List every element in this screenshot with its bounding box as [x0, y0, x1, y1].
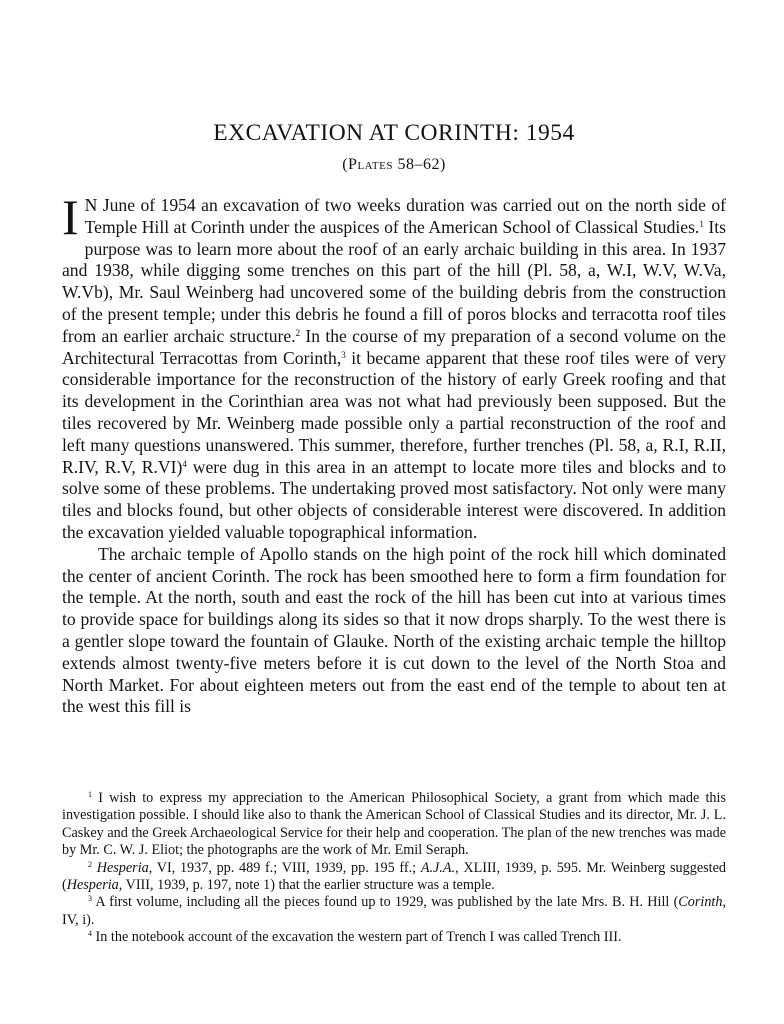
p1-text-3: In the course of my preparation of a second volume on the Architectural Terracottas from Corinth,: [62, 325, 726, 368]
drop-cap: I: [62, 189, 79, 245]
footnote-3-text-a: A first volume, including all the pieces found up to 1929, was published by the late Mrs. B. H. Hill (: [92, 894, 679, 911]
subtitle-range: 58–62): [392, 156, 446, 173]
footnote-4-num: 4: [88, 929, 92, 939]
footnote-3-corinth: Corinth: [678, 894, 723, 911]
article-title: EXCAVATION AT CORINTH: 1954: [213, 120, 575, 146]
footnote-2-num: 2: [88, 859, 92, 869]
footnote-ref-3: 3: [341, 349, 346, 360]
subtitle-open: (: [342, 156, 349, 173]
subtitle-word: Plates: [348, 156, 393, 173]
p1-text-4: it became apparent that these roof tiles were of very considerable importance for the reconstruction of the history of early Greek roofing and that its development in the Corinthian area was not what had previously been supposed. But the tiles recovered by Mr. Weinberg made possible only a partial reconstruction of the roof and left many questions unanswered. This summer, therefore, further trenches (Pl. 58, a, R.I, R.II, R.IV, R.V, R.VI): [62, 347, 727, 477]
footnotes: [62, 790, 726, 947]
p1-text-5: were dug in this area in an attempt to locate more tiles and blocks and to solve some of these problems. The undertaking proved most satisfactory. Not only were many tiles and blocks found, but other objects of considerable interest were discovered. In addition the excavation yielded valuable topographical information.: [62, 456, 726, 542]
footnote-1-text: I wish to express my appreciation to the American Philosophical Society, a grant from which made this investigation possible. I should like also to thank the American School of Classical Studies and its director, Mr. J. L. Caskey and the Greek Archaeological Service for their help and cooperation. The plan of the new trenches was made by Mr. C. W. J. Eliot; the photographs are the work of Mr. Emil Seraph.: [62, 790, 726, 859]
footnote-3-num: 3: [88, 894, 92, 904]
footnote-ref-1: 1: [699, 218, 704, 229]
footnote-2-text-b: , VI, 1937, pp. 489 f.; VIII, 1939, pp. 195 ff.;: [148, 859, 421, 876]
footnote-2: [62, 860, 726, 895]
footnote-3-text-c: , IV, i).: [62, 894, 726, 928]
p1-text-2: Its purpose was to learn more about the roof of an early archaic building in this area. In 1937 and 1938, while digging some trenches on this part of the hill (Pl. 58, a, W.I, W.V, W.Va, W.Vb), Mr. Saul Weinberg had uncovered some of the building debris from the construction of the present temple; under this debris he found a fill of poros blocks and terracotta roof tiles from an earlier archaic structure.: [62, 216, 726, 346]
footnote-4-text: In the notebook account of the excavation the western part of Trench I was called Trench III.: [92, 929, 622, 946]
article-body: [62, 189, 727, 718]
paragraph-2: The archaic temple of Apollo stands on the high point of the rock hill which dominated the center of ancient Corinth. The rock has been smoothed here to form a firm foundation for the temple. At the north, south and east the rock of the hill has been cut into at various times to provide space for buildings along its sides so that it now drops sharply. To the west there is a gentler slope toward the fountain of Glauke. North of the existing archaic temple the hilltop extends almost twenty-five meters before it is cut down to the level of the North Stoa and North Market. For about eighteen meters out from the east end of the temple to about ten at the west this fill is: [62, 543, 726, 717]
footnote-2-text-d: , XLIII, 1939, p. 595. Mr. Weinberg suggested (: [62, 859, 726, 894]
paragraph-1: [62, 189, 727, 544]
footnote-2-aja: A.J.A.: [420, 859, 456, 876]
article-page: [62, 118, 726, 718]
p1-text-1: N June of 1954 an excavation of two weeks duration was carried out on the north side of Temple Hill at Corinth under the auspices of the American School of Classical Studies.: [84, 195, 726, 237]
footnote-1: [62, 790, 726, 860]
footnote-ref-2: 2: [295, 327, 301, 338]
footnote-1-num: 1: [88, 790, 92, 799]
footnote-2-hesperia: Hesperia: [96, 859, 149, 876]
footnote-3: [62, 894, 726, 929]
footnote-4: [62, 929, 726, 946]
footnote-2-hesperia-2: Hesperia: [66, 877, 119, 894]
footnote-ref-4: 4: [182, 458, 187, 469]
footnote-2-text-f: , VIII, 1939, p. 197, note 1) that the earlier structure was a temple.: [118, 877, 495, 894]
plates-reference: [62, 154, 726, 176]
